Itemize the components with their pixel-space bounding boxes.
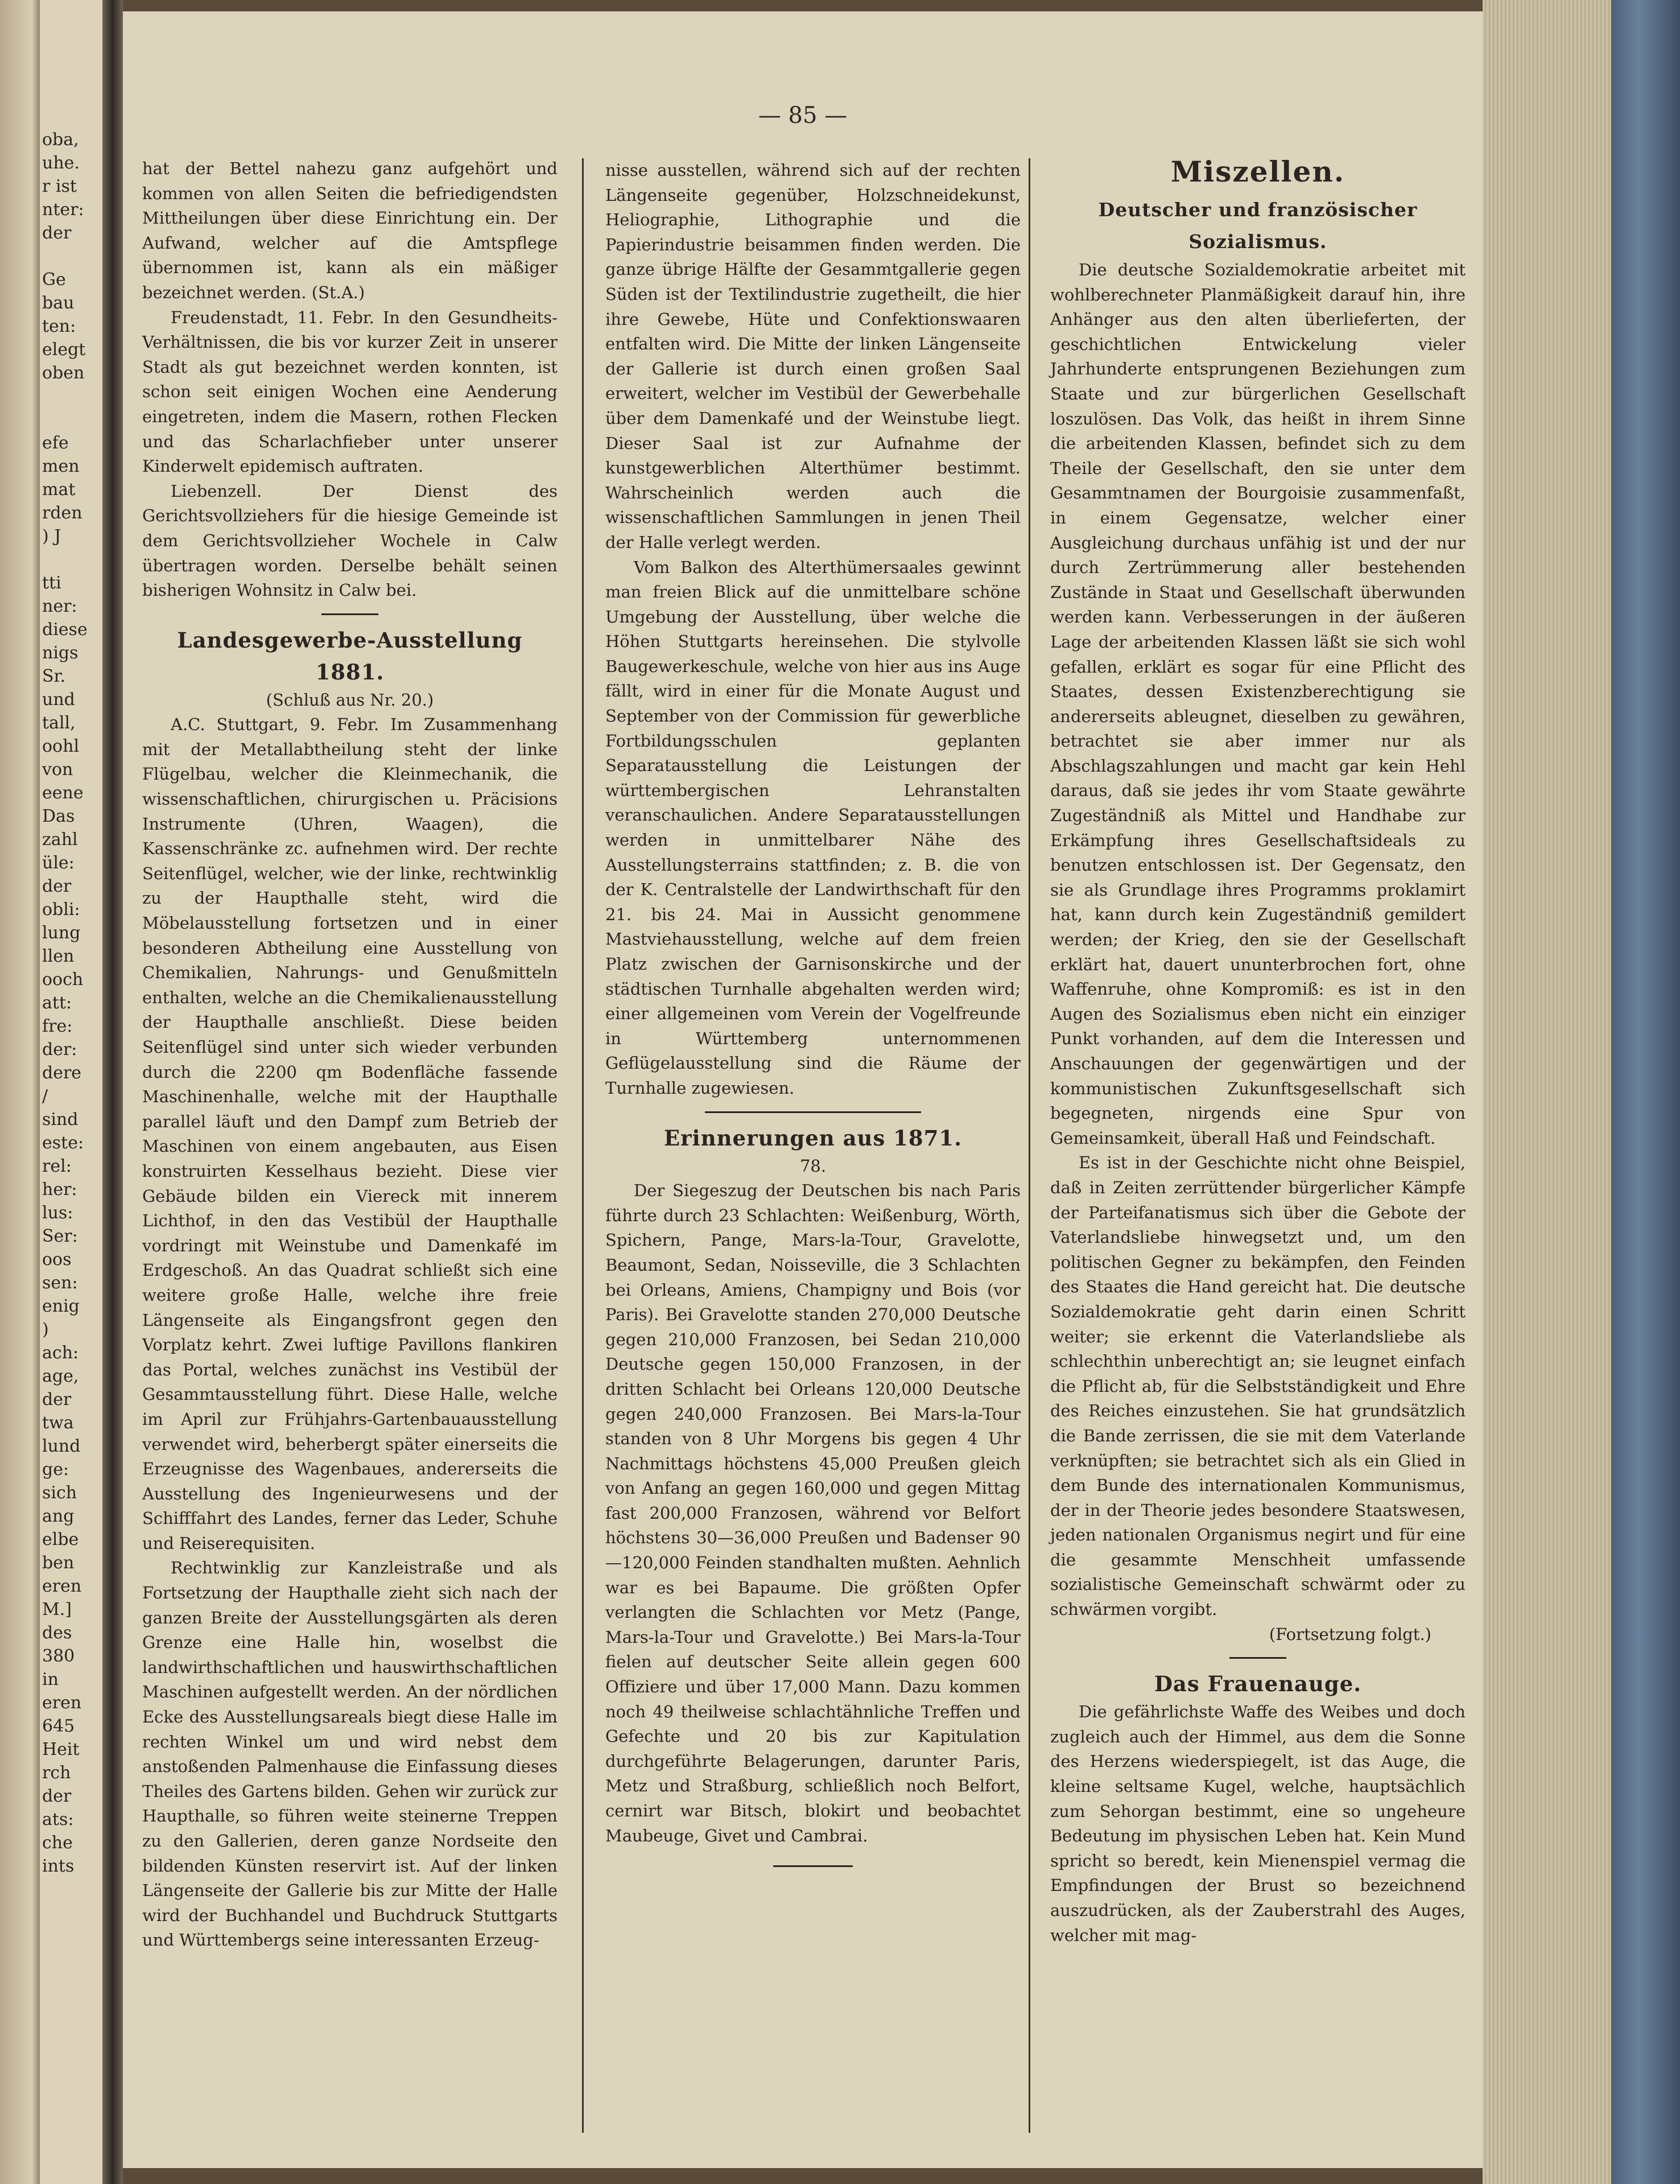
separator — [705, 1111, 921, 1113]
left-page-line — [40, 548, 102, 571]
left-page-line: twa — [42, 1413, 74, 1433]
left-page-line: ) — [42, 1320, 49, 1340]
left-page-line: 380 — [42, 1646, 75, 1666]
left-page-line: lus: — [42, 1203, 73, 1223]
left-page-line: eren — [42, 1693, 82, 1713]
installment-number: 78. — [799, 1156, 827, 1176]
left-page-line: Sr. — [42, 666, 66, 686]
left-page-line: der: — [42, 1040, 77, 1060]
newspaper-page — [123, 11, 1483, 2168]
left-page-line: este: — [42, 1133, 84, 1153]
left-page-line: tti — [42, 573, 61, 593]
left-page-line: der — [42, 1786, 72, 1806]
left-page-line: und — [42, 690, 75, 710]
left-page-line: dere — [42, 1063, 82, 1083]
left-page-line — [40, 408, 102, 431]
article-continuation: hat der Bettel nahezu ganz aufgehört und kommen von allen Seiten die befriedigendsten Mittheilungen über diese Einrichtung ein. Der Aufwand, welcher auf die Amtspflege übernommen ist, kann als ein mäßiger bezeichnet werden. (St.A.) — [142, 159, 558, 302]
news-item-freudenstadt: Freudenstadt, 11. Febr. In den Gesundheits-Verhältnissen, die bis vor kurzer Zeit in unserer Stadt als gut bezeichnet werden konnten, ist schon seit einigen Wochen eine Aenderung eingetreten, indem die Masern, rothen Flecken und das Scharlachfieber unter unserer Kinderwelt epidemisch auftraten. — [142, 307, 558, 476]
left-page-line: obli: — [42, 900, 80, 920]
left-page-line: her: — [42, 1180, 77, 1200]
left-page-line: der — [42, 876, 72, 896]
left-page-line: Heit — [42, 1740, 80, 1759]
left-page-line: eren — [42, 1576, 82, 1596]
left-page-line: lung — [42, 923, 81, 943]
left-page-line: oos — [42, 1250, 72, 1270]
left-page-line: in — [42, 1670, 59, 1689]
left-page-line: diese — [42, 620, 88, 640]
left-page-line: ints — [42, 1856, 75, 1876]
article-paragraph: Die gefährlichste Waffe des Weibes und doch zugleich auch der Himmel, aus dem die Sonne des Herzens wiederspiegelt, ist das Auge, die kleine seltsame Kugel, welche, hauptsächlich zum Sehorgan bestimmt, eine so ungeheure Bedeutung im physischen Leben hat. Kein Mund spricht so beredt, kein Mienenspiel vermag die Empfindungen der Brust so bezeichnend auszudrücken, als der Zauberstrahl des Auges, welcher mit mag- — [1050, 1702, 1466, 1945]
separator — [321, 613, 378, 615]
left-page-line: oben — [42, 363, 85, 383]
left-page-line: ben — [42, 1553, 75, 1573]
left-page-line: Ge — [42, 270, 66, 290]
left-page-line: 645 — [42, 1716, 75, 1736]
article-paragraph: Es ist in der Geschichte nicht ohne Beispiel, daß in Zeiten zerrüttender bürgerlicher Kämpfe der Parteifanatismus sich über die Gebote der Vaterlandsliebe hinwegsetzt und, um den politischen Gegner zu bekämpfen, den Feinden des Staates die Hand gereicht hat. Die deutsche Sozialdemokratie geht darin einen Schritt weiter; sie erkennt die Vaterlandsliebe als schlechthin unberechtigt an; sie leugnet einfach die Pflicht ab, für die Selbstständigkeit und Ehre des Reiches einzustehen. Sie hat grundsätzlich die Bande zerrissen, die sie mit dem Vaterlande verknüpften; sie betrachtet sich als ein Glied in dem Bunde des internationalen Kommunismus, der in der Theorie jedes besondere Staatswesen, jeden nationalen Organismus negirt und für eine die gesammte Menschheit umfassende sozialistische Gemeinschaft schwärmt oder zu schwärmen vorgibt. — [1050, 1153, 1466, 1620]
left-page-line: nigs — [42, 643, 79, 663]
section-heading: Das Frauenauge. — [1154, 1671, 1362, 1697]
left-page-line: der — [42, 223, 72, 243]
left-page-line: ang — [42, 1506, 75, 1526]
left-page-line: lund — [42, 1436, 81, 1456]
left-page-line: ten: — [42, 316, 76, 336]
column-3 — [1050, 156, 1466, 1948]
left-page-line: ats: — [42, 1810, 74, 1829]
left-page-line: / — [42, 1086, 48, 1106]
left-page-line: Ser: — [42, 1226, 78, 1246]
left-page-line: ner: — [42, 596, 77, 616]
left-page-line: Das — [42, 806, 75, 826]
left-page-line: efe — [42, 433, 69, 453]
section-heading: Erinnerungen aus 1871. — [663, 1125, 963, 1151]
left-page-line: der — [42, 1390, 72, 1410]
left-page-line: che — [42, 1833, 73, 1853]
article-paragraph: Rechtwinklig zur Kanzleistraße und als Fortsetzung der Haupthalle zieht sich nach der ganzen Breite der Ausstellungsgärten als deren Grenze eine Halle hin, woselbst die landwirthschaftlichen und hauswirthschaftlichen Maschinen aufgestellt werden. An der nördlichen Ecke des Ausstellungsareals biegt diese Halle im rechten Winkel um und wird nebst dem anstoßenden Palmenhause die Einfassung dieses Theiles des Gartens bilden. Gehen wir zurück zur Haupthalle, so führen weite steinerne Treppen zu den Gallerien, deren ganze Nordseite den bildenden Künsten reservirt ist. Auf der linken Längenseite der Gallerie bis zur Mitte der Halle wird der Buchhandel und Buchdruck Stuttgarts und Württembergs seine interessanten Erzeug- — [142, 1558, 558, 1950]
left-page-line: üle: — [42, 853, 75, 873]
column-rule — [1029, 158, 1030, 2133]
left-page-line: bau — [42, 293, 75, 313]
left-page-line: tall, — [42, 713, 76, 733]
left-page-line: M.] — [42, 1600, 72, 1620]
left-page-line: von — [42, 760, 73, 780]
article-paragraph: Vom Balkon des Alterthümersaales gewinnt man freien Blick auf die unmittelbare schöne Umgebung der Ausstellung, über welche die Höhen Stuttgarts hereinsehen. Die stylvolle Baugewerkeschule, welche von hier aus ins Auge fällt, wird in einer für die Monate August und September von der Commission für gewerbliche Fortbildungsschulen geplanten Separatausstellung die Leistungen der württembergischen Lehranstalten veranschaulichen. Andere Separatausstellungen werden in unmittelbarer Nähe des Ausstellungsterrains stattfinden; z. B. die von der K. Centralstelle der Landwirthschaft für den 21. bis 24. Mai in Aussicht genommene Mastviehausstellung, welche auf dem freien Platz zwischen der Garnisonskirche und der städtischen Turnhalle abgehalten werden wird; einer allgemeinen vom Verein der Vogelfreunde in Württemberg unternommenen Geflügelausstellung sind die Räume der Turnhalle zugewiesen. — [605, 557, 1021, 1098]
left-page-line: sich — [42, 1483, 77, 1503]
left-page-line: mat — [42, 480, 76, 500]
left-page-line: elbe — [42, 1530, 79, 1550]
book-gutter — [102, 0, 123, 2184]
left-page-line: uhe. — [42, 153, 80, 173]
left-page-line: ach: — [42, 1343, 79, 1363]
article-paragraph: A.C. Stuttgart, 9. Febr. Im Zusammenhang mit der Metallabtheilung steht der linke Flügelbau, welcher die Kleinmechanik, die wissenschaftlichen, chirurgischen u. Präcisions Instrumente (Uhren, Waagen), die Kassenschränke zc. aufnehmen wird. Der rechte Seitenflügel, welcher, wie der linke, rechtwinklig zu der Haupthalle steht, wird die Möbelausstellung fortsetzen und in einer besonderen Abtheilung eine Ausstellung von Chemikalien, Nahrungs- und Genußmitteln enthalten, welche an die Chemikalienausstellung der Haupthalle anschließt. Diese beiden Seitenflügel sind unter sich wieder verbunden durch die 2200 qm Bodenfläche fassende Maschinenhalle, welche mit der Haupthalle parallel läuft und den Dampf zum Betrieb der Maschinen von einem angebauten, aus Eisen konstruirten Kesselhaus bezieht. Diese vier Gebäude bilden ein Viereck mit innerem Lichthof, in den das Vestibül der Haupthalle vordringt mit Weinstube und Damenkafé im Erdgeschoß. An das Quadrat schließt sich eine weitere große Halle, welche ihre freie Längenseite als Eingangsfront gegen den Vorplatz kehrt. Zwei luftige Pavillons flankiren das Portal, welches zunächst ins Vestibül der Gesammtausstellung führt. Diese Halle, welche im April zur Frühjahrs-Gartenbauausstellung verwendet wird, beherbergt später einerseits die Erzeugnisse des Wagenbaues, andererseits die Ausstellung des Ingenieurwesens und der Schifffahrt des Landes, ferner das Leder, Schuhe und Reiserequisiten. — [142, 715, 558, 1553]
end-rule — [773, 1865, 853, 1867]
left-page-line: ge: — [42, 1460, 69, 1480]
article-paragraph: Die deutsche Sozialdemokratie arbeitet mit wohlberechneter Planmäßigkeit darauf hin, ihre Anhänger aus den alten überlieferten, der geschichtlichen Entwickelung vieler Jahrhunderte entsprungenen Beziehungen zum Staate und zur bürgerlichen Gesellschaft loszulösen. Das Volk, das heißt in ihrem Sinne die arbeitenden Klassen, befindet sich zu dem Theile der Gesellschaft, den sie unter dem Gesammtnamen der Bourgoisie zusammenfaßt, in einem Gegensatze, welcher einer Ausgleichung durchaus unfähig ist und der nur durch Zertrümmerung aller bestehenden Zustände in Staat und Gesellschaft überwunden werden kann. Verbesserungen in der äußeren Lage der arbeitenden Klassen läßt sie sich wohl gefallen, erklärt es sogar für eine Pflicht des Staates, dessen Existenzberechtigung sie andererseits ableugnet, dieselben zu gewähren, betrachtet sie aber immer nur als Abschlagszahlungen und macht gar kein Hehl daraus, daß sie jedes ihr vom Staate gewährte Zugeständniß als Mittel und Handhabe zur Erkämpfung ihres Gesellschaftsideals zu benutzen entschlossen ist. Der Gegensatz, den sie als Grundlage ihres Programms proklamirt hat, kann durch kein Zugeständniß gemildert werden; der Krieg, den sie der Gesellschaft erklärt hat, dauert ununterbrochen fort, ohne Waffenruhe, ohne Kompromiß: es ist in den Augen des Sozialismus eben nicht ein einziger Punkt vorhanden, auf dem die Interessen und Anschauungen der gegenwärtigen und der kommunistischen Zukunftsgesellschaft sich begegneten, nirgends eine Spur von Gemeinsamkeit, überall Haß und Feindschaft. — [1050, 260, 1466, 1148]
left-page-line: sen: — [42, 1273, 78, 1293]
left-page-line: men — [42, 456, 80, 476]
left-page-edge — [0, 0, 40, 2184]
page-stack-edge — [1483, 0, 1611, 2184]
left-page-line — [40, 385, 102, 408]
article-continuation: nisse ausstellen, während sich auf der rechten Längenseite gegenüber, Holzschneidekunst, Heliographie, Lithographie und die Papierindustrie beisammen finden werden. Die ganze übrige Hälfte der Gesammtgallerie gegen Süden ist der Textilindustrie zugetheilt, die hier ihre Gewebe, Hüte und Confektionswaaren entfalten wird. Die Mitte der linken Längenseite der Gallerie ist durch einen großen Saal erweitert, welcher im Vestibül der Gewerbehalle über dem Damenkafé und der Weinstube liegt. Dieser Saal ist zur Aufnahme der kunstgewerblichen Alterthümer bestimmt. Wahrscheinlich werden auch die wissenschaftlichen Sammlungen in jenen Theil der Halle verlegt werden. — [605, 160, 1021, 552]
left-page-line: des — [42, 1623, 72, 1643]
left-page-line: sind — [42, 1110, 79, 1130]
left-page-line: r ist — [42, 176, 77, 196]
left-page-line — [40, 245, 102, 268]
column-2 — [605, 158, 1021, 1876]
continued-note: (Fortsetzung folgt.) — [1269, 1624, 1431, 1644]
left-page-line: zahl — [42, 830, 78, 850]
left-page-line: age, — [42, 1366, 79, 1386]
article-paragraph: Der Siegeszug der Deutschen bis nach Paris führte durch 23 Schlachten: Weißenburg, Wörth, Spichern, Pange, Mars-la-Tour, Gravelotte, Beaumont, Sedan, Noisseville, die 3 Schlachten bei Orleans, Amiens, Champigny und Bois (vor Paris). Bei Gravelotte standen 270,000 Deutsche gegen 210,000 Franzosen, bei Sedan 210,000 Deutsche gegen 150,000 Franzosen, in der dritten Schlacht bei Orleans 120,000 Deutsche gegen 240,000 Franzosen. Bei Mars-la-Tour standen von 8 Uhr Morgens bis gegen 4 Uhr Nachmittags höchstens 45,000 Preußen gleich von Anfang an gegen 160,000 und gegen Mittag fast 200,000 Franzosen, während vor Belfort höchstens 30—36,000 Preußen und Badenser 90—120,000 Feinden standhalten mußten. Aehnlich war es bei Bapaume. Die größten Opfer verlangten die Schlachten vor Metz (Pange, Mars-la-Tour und Gravelotte.) Bei Mars-la-Tour fielen auf deutscher Seite allein gegen 600 Offiziere und über 17,000 Mann. Dazu kommen noch 49 theilweise schlachtähnliche Treffen und Gefechte und 20 bis zur Kapitulation durchgeführte Belagerungen, darunter Paris, Metz und Straßburg, schließlich noch Belfort, cernirt war Bitsch, blokirt und beobachtet Maubeuge, Givet und Cambrai. — [605, 1181, 1021, 1845]
section-heading: Deutscher und französischer Sozialismus. — [1098, 199, 1418, 253]
book-cover — [1611, 0, 1680, 2184]
section-heading: Landesgewerbe-Ausstellung 1881. — [177, 627, 523, 685]
column-1 — [142, 156, 558, 1953]
news-item-liebenzell: Liebenzell. Der Dienst des Gerichtsvollziehers für die hiesige Gemeinde ist dem Gerichtsvollzieher Wochele in Calw übertragen worden. Derselbe behält seinen bisherigen Wohnsitz in Calw bei. — [142, 481, 558, 600]
left-page-line: oohl — [42, 736, 80, 756]
left-page-line: nter: — [42, 200, 84, 220]
left-page-line: att: — [42, 993, 72, 1013]
miscellany-heading: Miszellen. — [1170, 155, 1345, 188]
section-subheading: (Schluß aus Nr. 20.) — [266, 690, 434, 710]
separator — [1229, 1657, 1286, 1659]
left-page-line: oba, — [42, 130, 79, 150]
left-page-line: fre: — [42, 1016, 73, 1036]
left-page-line: rden — [42, 503, 82, 523]
left-page-line: eene — [42, 783, 84, 803]
left-page-fragment — [40, 0, 102, 2184]
page-number: — 85 — — [758, 102, 848, 129]
left-page-line: elegt — [42, 340, 86, 360]
left-page-line: rch — [42, 1763, 71, 1783]
left-page-line: enig — [42, 1296, 80, 1316]
left-page-line: llen — [42, 946, 75, 966]
left-page-line: ooch — [42, 970, 84, 990]
left-page-line: ) J — [42, 526, 61, 546]
left-page-line: rel: — [42, 1156, 72, 1176]
column-rule — [582, 158, 584, 2133]
